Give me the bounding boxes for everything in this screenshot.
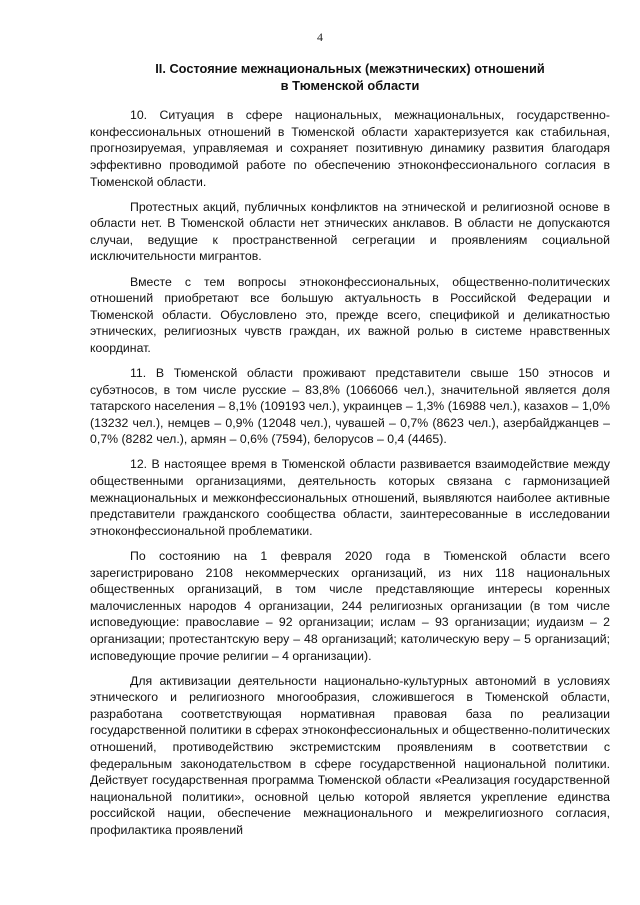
page-number: 4 (317, 30, 323, 44)
section-heading (90, 61, 610, 94)
paragraph-11: 11. В Тюменской области проживают представители свыше 150 этносов и субэтносов, в том числе русские – 83,8% (1066066 чел.), значительной является доля татарского населения – 8,1% (109193 чел.), украинцев – 1,3% (16988 чел.), казахов – 1,0% (13232 чел.), немцев – 0,9% (12048 чел.), чувашей – 0,7% (8623 чел.), азербайджанцев – 0,7% (8282 чел.), армян – 0,6% (7594), белорусов – 0,4 (4465). (90, 366, 610, 447)
document-body (90, 61, 610, 847)
paragraph-12: 12. В настоящее время в Тюменской области развивается взаимодействие между общественными организациями, деятельность которых связана с гармонизацией межнациональных и межконфессиональных отношений, выявляются наиболее активные представители гражданского сообщества области, заинтересованные в исследовании этноконфессиональной проблематики. (90, 457, 610, 538)
section-heading-line-1: II. Состояние межнациональных (межэтнических) отношений (155, 61, 545, 76)
section-heading-line-2: в Тюменской области (280, 77, 420, 93)
paragraph-relevance: Вместе с тем вопросы этноконфессиональных, общественно-политических отношений приобретают все большую актуальность в Российской Федерации и Тюменской области. Обусловлено это, прежде всего, спецификой и деликатностью этнических, религиозных чувств граждан, их важной ролью в системе нравственных координат. (90, 274, 610, 355)
paragraph-organizations: По состоянию на 1 февраля 2020 года в Тюменской области всего зарегистрировано 2108 некоммерческих организаций, из них 118 национальных общественных организаций, в том числе представляющие интересы коренных малочисленных народов 4 организации, 244 религиозных организации (в том числе исповедующие: православие – 92 организации; ислам – 93 организации; иудаизм – 2 организации; протестантскую веру – 48 организаций; католическую веру – 5 организаций; исповедующие прочие религии – 4 организации). (90, 548, 610, 663)
paragraph-protests: Протестных акций, публичных конфликтов на этнической и религиозной основе в области нет. В Тюменской области нет этнических анклавов. В области не допускаются случаи, ведущие к пространственной сегрегации и проявлениям социальной исключительности мигрантов. (90, 199, 610, 264)
paragraph-10: 10. Ситуация в сфере национальных, межнациональных, государственно-конфессиональных отношений в Тюменской области характеризуется как стабильная, прогнозируемая, управляемая и сохраняет позитивную динамику развития благодаря эффективно проводимой работе по обеспечению этноконфессионального согласия в Тюменской области. (90, 108, 610, 189)
paragraph-legal-framework: Для активизации деятельности национально-культурных автономий в условиях этнического и религиозного многообразия, сложившегося в Тюменской области, разработана соответствующая нормативная правовая база по реализации государственной политики в сферах этноконфессиональных и общественно-политических отношений, противодействию экстремистским проявлениям в соответствии с федеральным законодательством в сфере государственной национальной политики. Действует государственная программа Тюменской области «Реализация государственной национальной политики», основной целью которой является укрепление единства российской нации, обеспечение межнационального и межрелигиозного согласия, профилактика проявлений (90, 673, 610, 837)
